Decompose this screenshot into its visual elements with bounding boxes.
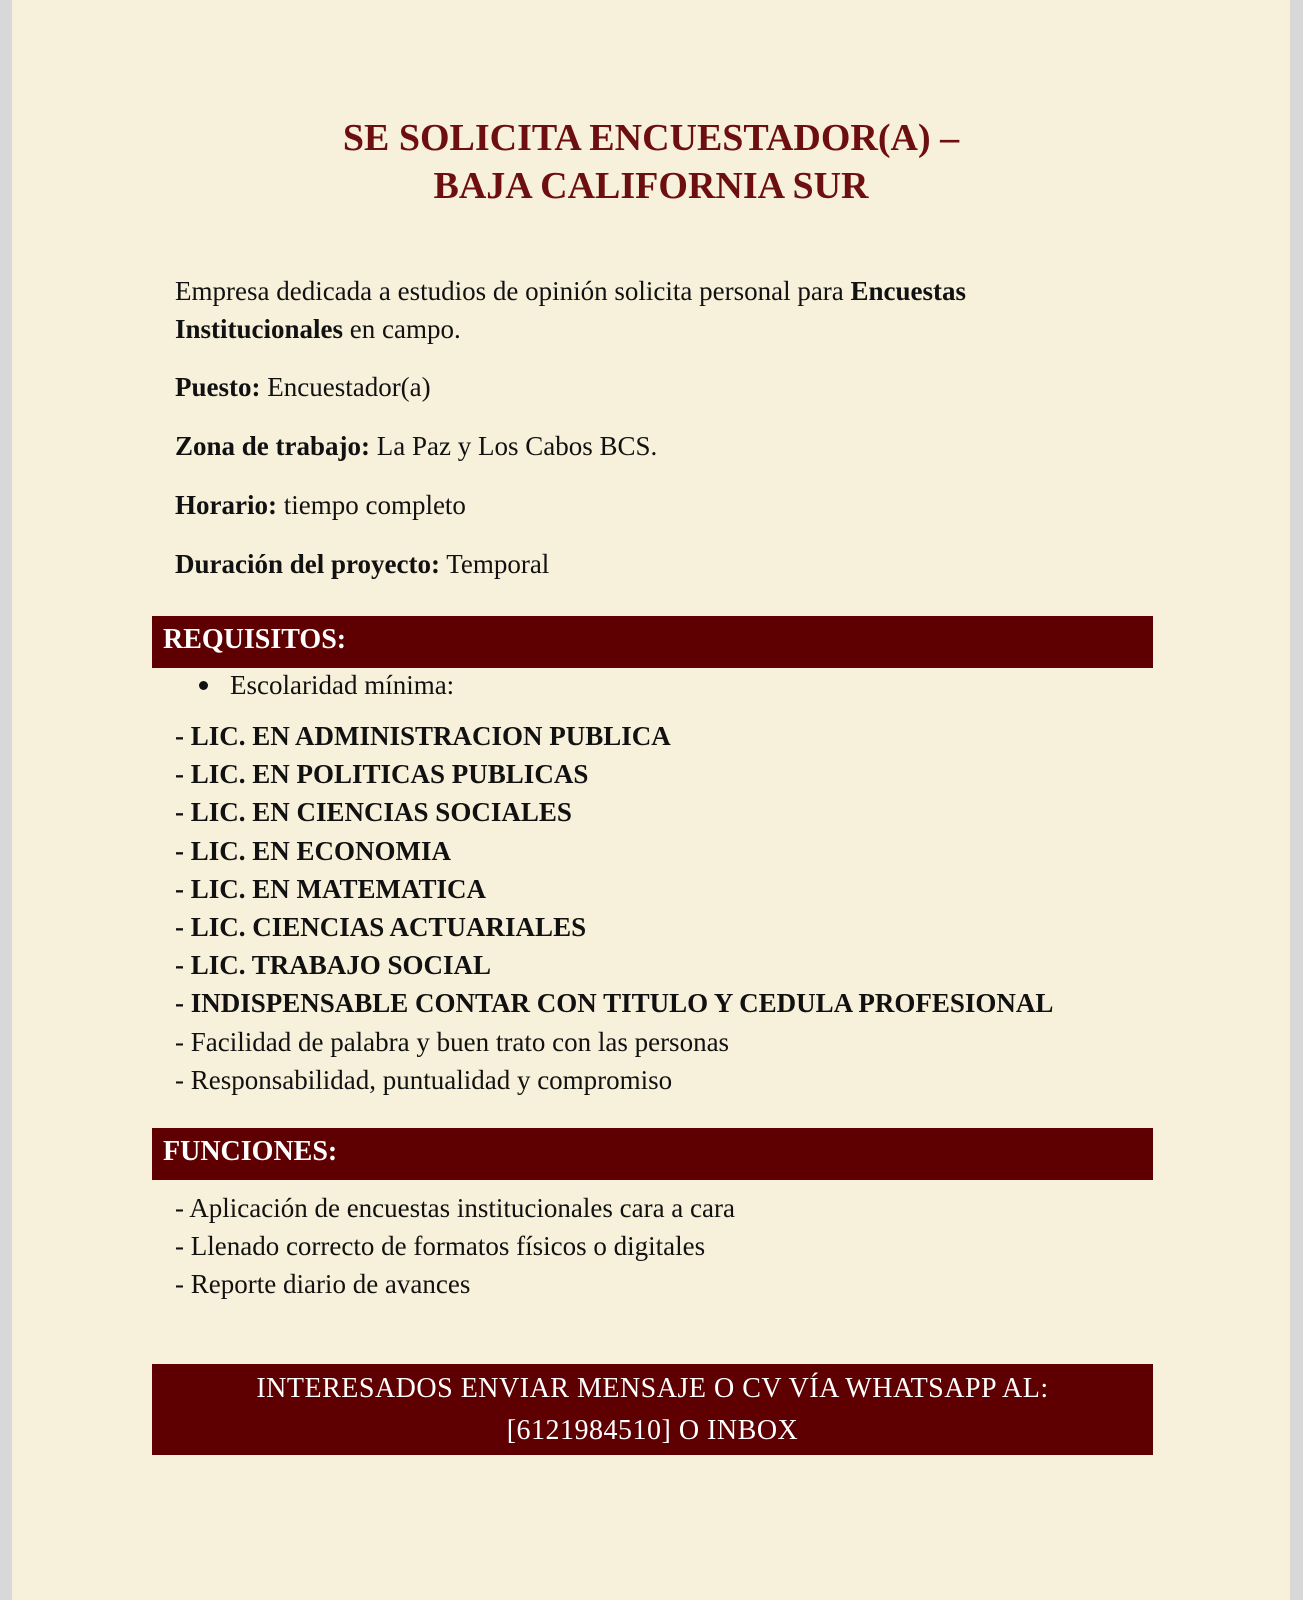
list-item: - LIC. EN ADMINISTRACION PUBLICA <box>175 721 671 751</box>
document-page <box>12 0 1290 1600</box>
page-title <box>12 114 1290 210</box>
bullet-icon <box>199 681 208 690</box>
duracion-value: Temporal <box>439 549 550 579</box>
bullet-text: Escolaridad mínima: <box>230 670 455 700</box>
requisitos-list <box>175 717 1175 1099</box>
list-item: - LIC. EN MATEMATICA <box>175 873 487 904</box>
detail-horario <box>175 486 1115 524</box>
funciones-heading: FUNCIONES: <box>152 1128 1153 1180</box>
title-line-1: SE SOLICITA ENCUESTADOR(A) – <box>342 117 960 159</box>
list-item: - Responsabilidad, puntualidad y compromiso <box>175 1064 673 1095</box>
intro-paragraph <box>175 272 1115 348</box>
zona-value: La Paz y Los Cabos BCS. <box>370 431 658 461</box>
list-item: - LIC. TRABAJO SOCIAL <box>175 950 492 981</box>
detail-puesto <box>175 368 1115 406</box>
list-item: - Llenado correcto de formatos físicos o digitales <box>175 1231 706 1262</box>
contact-line-2: [6121984510] O INBOX <box>506 1415 799 1446</box>
requisitos-bullet-item <box>199 666 454 704</box>
intro-bold-text: Encuestas Institucionales <box>175 276 967 344</box>
intro-text-before: Empresa dedicada a estudios de opinión solicita personal para <box>175 276 851 306</box>
list-item: - Aplicación de encuestas institucionales cara a cara <box>175 1193 735 1223</box>
detail-zona <box>175 427 1115 465</box>
title-line-2: BAJA CALIFORNIA SUR <box>433 165 869 207</box>
intro-text-after: en campo. <box>343 314 461 344</box>
funciones-list <box>175 1189 1175 1304</box>
horario-label: Horario: <box>175 490 277 520</box>
list-item: - INDISPENSABLE CONTAR CON TITULO Y CEDULA PROFESIONAL <box>175 988 1054 1019</box>
list-item: - LIC. EN CIENCIAS SOCIALES <box>175 797 572 828</box>
list-item: - Reporte diario de avances <box>175 1269 471 1300</box>
requisitos-heading: REQUISITOS: <box>152 616 1153 668</box>
list-item: - Facilidad de palabra y buen trato con las personas <box>175 1026 730 1057</box>
horario-value: tiempo completo <box>276 490 466 520</box>
puesto-value: Encuestador(a) <box>260 372 431 402</box>
zona-label: Zona de trabajo: <box>175 431 370 461</box>
list-item: - LIC. EN POLITICAS PUBLICAS <box>175 759 589 790</box>
duracion-label: Duración del proyecto: <box>175 549 440 579</box>
list-item: - LIC. CIENCIAS ACTUARIALES <box>175 912 587 943</box>
contact-line-1: INTERESADOS ENVIAR MENSAJE O CV VÍA WHATSAPP AL: <box>256 1373 1049 1404</box>
puesto-label: Puesto: <box>175 372 261 402</box>
list-item: - LIC. EN ECONOMIA <box>175 835 452 866</box>
detail-duracion <box>175 545 1115 583</box>
contact-banner <box>152 1364 1153 1455</box>
